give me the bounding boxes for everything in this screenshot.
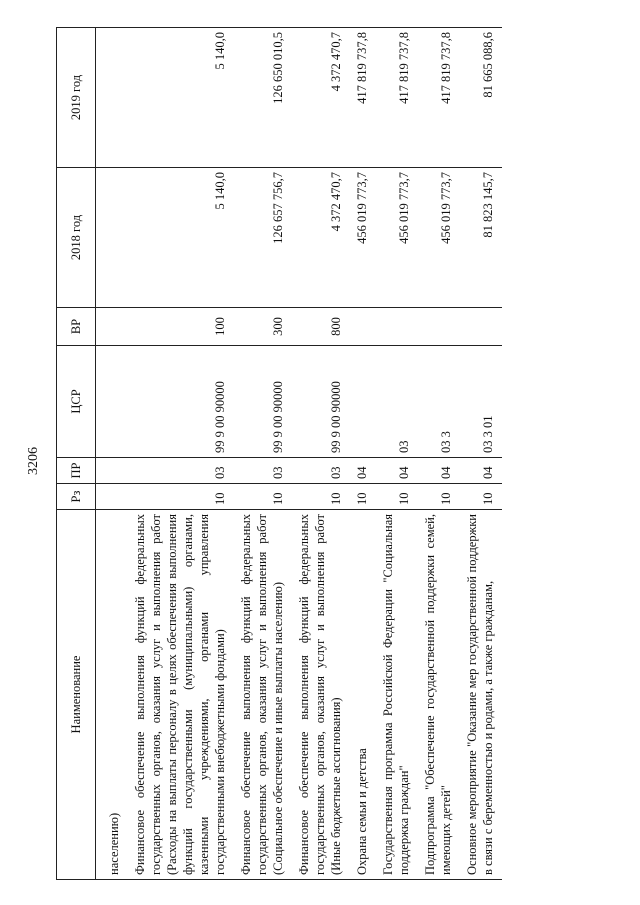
row-vr: 300 (234, 308, 292, 346)
header-csr: ЦСР (57, 346, 96, 458)
row-2018: 5 140,0 (128, 168, 234, 308)
row-2019: 417 819 737,8 (376, 28, 418, 168)
row-vr (460, 308, 502, 346)
rotated-page-content (56, 28, 544, 880)
table-row (376, 28, 418, 880)
header-2019: 2019 год (57, 28, 96, 168)
row-csr: 99 9 00 90000 (292, 346, 350, 458)
row-2018: 456 019 773,7 (418, 168, 460, 308)
row-pr: 04 (418, 458, 460, 484)
row-rz: 10 (418, 484, 460, 510)
row-csr: 03 (376, 346, 418, 458)
row-csr: 99 9 00 90000 (234, 346, 292, 458)
row-name: Финансовое обеспечение выполнения функций федеральных государственных органов, оказания услуг и выполнения работ (Расходы на выплаты персоналу в целях обеспечения выполнения функций государственными (муниципальными) органами, казенными учреждениями, органами управления государственными внебюджетными фондами) (128, 510, 234, 880)
row-pr: 03 (234, 458, 292, 484)
row-csr: 99 9 00 90000 (128, 346, 234, 458)
row-pr: 04 (350, 458, 376, 484)
row-csr (96, 346, 129, 458)
page-number: 3206 (26, 447, 41, 475)
row-pr: 03 (292, 458, 350, 484)
row-2018 (96, 168, 129, 308)
row-pr (96, 458, 129, 484)
row-vr (96, 308, 129, 346)
header-2018: 2018 год (57, 168, 96, 308)
row-2019 (96, 28, 129, 168)
row-name: Подпрограмма "Обеспечение государственной поддержки семей, имеющих детей" (418, 510, 460, 880)
row-vr (376, 308, 418, 346)
row-rz: 10 (128, 484, 234, 510)
row-pr: 03 (128, 458, 234, 484)
header-rz: Рз (57, 484, 96, 510)
row-name: населению) (96, 510, 129, 880)
row-2019: 417 819 737,8 (350, 28, 376, 168)
row-rz: 10 (234, 484, 292, 510)
header-pr: ПР (57, 458, 96, 484)
row-vr: 800 (292, 308, 350, 346)
table-header-row (57, 28, 96, 880)
row-pr: 04 (376, 458, 418, 484)
row-2019: 417 819 737,8 (418, 28, 460, 168)
table-row (128, 28, 234, 880)
table-row (96, 28, 129, 880)
row-name: Финансовое обеспечение выполнения функций федеральных государственных органов, оказания услуг и выполнения работ (Иные бюджетные ассигнования) (292, 510, 350, 880)
table-row (350, 28, 376, 880)
row-name: Основное мероприятие "Оказание мер государственной поддержки в связи с беременностью и родами, а также гражданам, (460, 510, 502, 880)
row-vr (418, 308, 460, 346)
row-vr (350, 308, 376, 346)
row-csr: 03 3 (418, 346, 460, 458)
row-2018: 81 823 145,7 (460, 168, 502, 308)
row-pr: 04 (460, 458, 502, 484)
row-rz: 10 (350, 484, 376, 510)
row-name: Финансовое обеспечение выполнения функций федеральных государственных органов, оказания услуг и выполнения работ (Социальное обеспечение и иные выплаты населению) (234, 510, 292, 880)
row-csr: 03 3 01 (460, 346, 502, 458)
row-2018: 126 657 756,7 (234, 168, 292, 308)
row-2019: 5 140,0 (128, 28, 234, 168)
table-row (460, 28, 502, 880)
row-name: Охрана семьи и детства (350, 510, 376, 880)
row-rz: 10 (292, 484, 350, 510)
header-name: Наименование (57, 510, 96, 880)
row-2018: 456 019 773,7 (350, 168, 376, 308)
header-vr: ВР (57, 308, 96, 346)
row-csr (350, 346, 376, 458)
row-rz: 10 (376, 484, 418, 510)
row-2019: 81 665 088,6 (460, 28, 502, 168)
budget-table (56, 27, 502, 880)
row-2019: 126 650 010,5 (234, 28, 292, 168)
row-vr: 100 (128, 308, 234, 346)
row-name: Государственная программа Российской Федерации "Социальная поддержка граждан" (376, 510, 418, 880)
row-rz (96, 484, 129, 510)
row-2018: 4 372 470,7 (292, 168, 350, 308)
table-row (234, 28, 292, 880)
row-rz: 10 (460, 484, 502, 510)
row-2018: 456 019 773,7 (376, 168, 418, 308)
table-row (292, 28, 350, 880)
row-2019: 4 372 470,7 (292, 28, 350, 168)
table-row (418, 28, 460, 880)
